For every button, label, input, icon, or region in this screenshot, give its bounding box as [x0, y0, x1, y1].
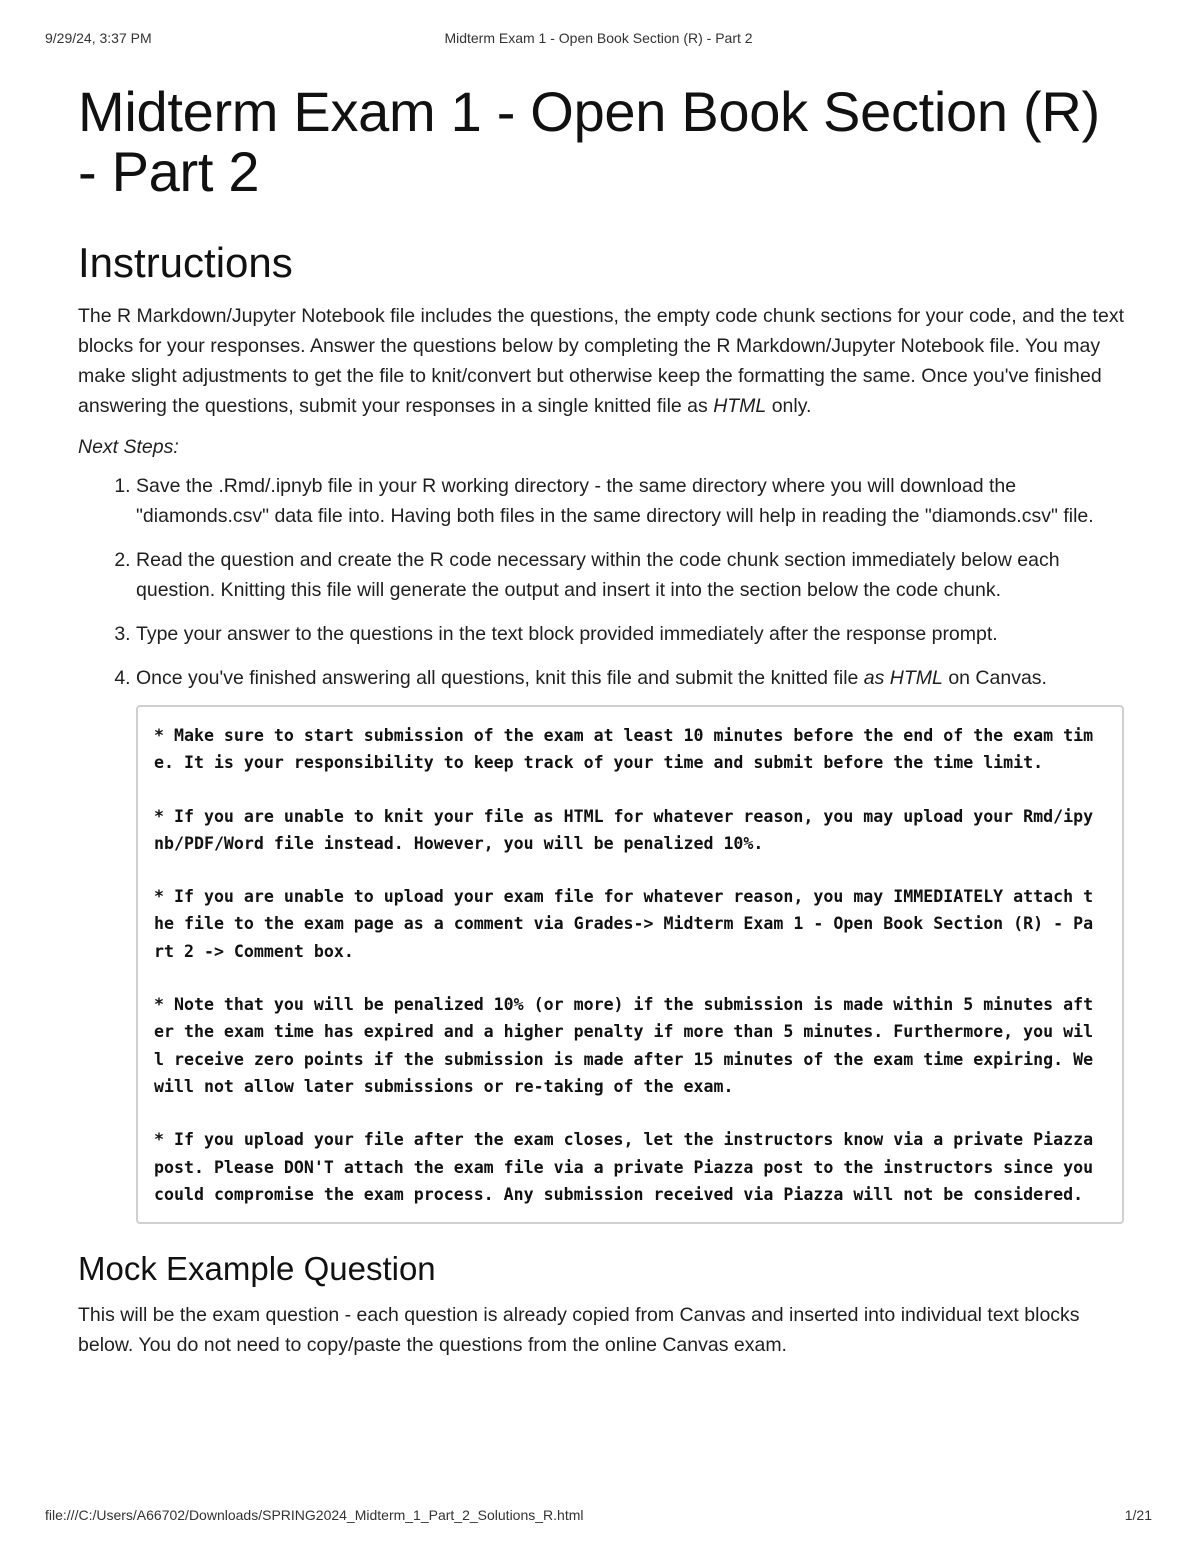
notice-item: * If you upload your file after the exam closes, let the instructors know via a private Piazza post. Please DON'T attach the exam file via a private Piazza post to the instructors since you could compromise the exam process. Any submission received via Piazza will not be considered. — [154, 1130, 1104, 1204]
notice-box — [136, 705, 1124, 1224]
notice-item: * Note that you will be penalized 10% (or more) if the submission is made within 5 minutes after the exam time has expired and a higher penalty if more than 5 minutes. Furthermore, you will receive zero points if the submission is made after 15 minutes of the exam time expiring. We will not allow later submissions or re-taking of the exam. — [154, 995, 1104, 1096]
instructions-text-2: only. — [766, 395, 812, 417]
mock-example-paragraph: This will be the exam question - each question is already copied from Canvas and inserted into individual text blocks below. You do not need to copy/paste the questions from the online Canvas exam. — [78, 1304, 1080, 1357]
step-text: Type your answer to the questions in the text block provided immediately after the response prompt. — [136, 623, 998, 645]
print-date: 9/29/24, 3:37 PM — [45, 30, 152, 46]
print-footer — [45, 1507, 1152, 1527]
instructions-paragraph — [78, 301, 1124, 421]
step-text: on Canvas. — [942, 667, 1047, 689]
steps-list — [78, 471, 1124, 693]
print-file-path: file:///C:/Users/A66702/Downloads/SPRING2024_Midterm_1_Part_2_Solutions_R.html — [45, 1507, 584, 1523]
mock-example-heading: Mock Example Question — [78, 1250, 436, 1288]
instructions-text-1: The R Markdown/Jupyter Notebook file includes the questions, the empty code chunk sections for your code, and the text blocks for your responses. Answer the questions below by completing the R Markdown/Jupyter Notebook file. You may make slight adjustments to get the file to knit/convert but otherwise keep the formatting the same. Once you've finished answering the questions, submit your responses in a single knitted file as — [78, 305, 1124, 417]
step-item — [136, 545, 1124, 605]
document-content — [78, 82, 1124, 1360]
print-page-title: Midterm Exam 1 - Open Book Section (R) - Part 2 — [444, 30, 753, 46]
page-title: Midterm Exam 1 - Open Book Section (R) - Part 2 — [78, 80, 1100, 203]
notice-item: * If you are unable to upload your exam file for whatever reason, you may IMMEDIATELY attach the file to the exam page as a comment via Grades-> Midterm Exam 1 - Open Book Section (R) - Part 2 -> Comment box. — [154, 887, 1094, 961]
step-emphasis: as HTML — [863, 667, 943, 689]
instructions-heading: Instructions — [78, 239, 293, 286]
notice-item: * If you are unable to knit your file as HTML for whatever reason, you may upload your Rmd/ipynb/PDF/Word file instead. However, you will be penalized 10%. — [154, 806, 1094, 853]
step-item — [136, 471, 1124, 531]
step-text: Read the question and create the R code necessary within the code chunk section immediately below each question. Knitting this file will generate the output and insert it into the section below the code chunk. — [136, 549, 1060, 601]
print-header — [45, 30, 1152, 50]
page-number: 1/21 — [1124, 1507, 1152, 1523]
instructions-html-emphasis: HTML — [713, 395, 767, 417]
step-item — [136, 619, 1124, 649]
step-item — [136, 663, 1124, 693]
notice-item: * Make sure to start submission of the exam at least 10 minutes before the end of the exam time. It is your responsibility to keep track of your time and submit before the time limit. — [154, 726, 1094, 773]
next-steps-label: Next Steps: — [78, 436, 179, 458]
step-text: Save the .Rmd/.ipnyb file in your R working directory - the same directory where you will download the "diamonds.csv" data file into. Having both files in the same directory will help in reading the "diamonds.csv" file. — [136, 475, 1094, 527]
step-text: Once you've finished answering all questions, knit this file and submit the knitted file — [136, 667, 864, 689]
